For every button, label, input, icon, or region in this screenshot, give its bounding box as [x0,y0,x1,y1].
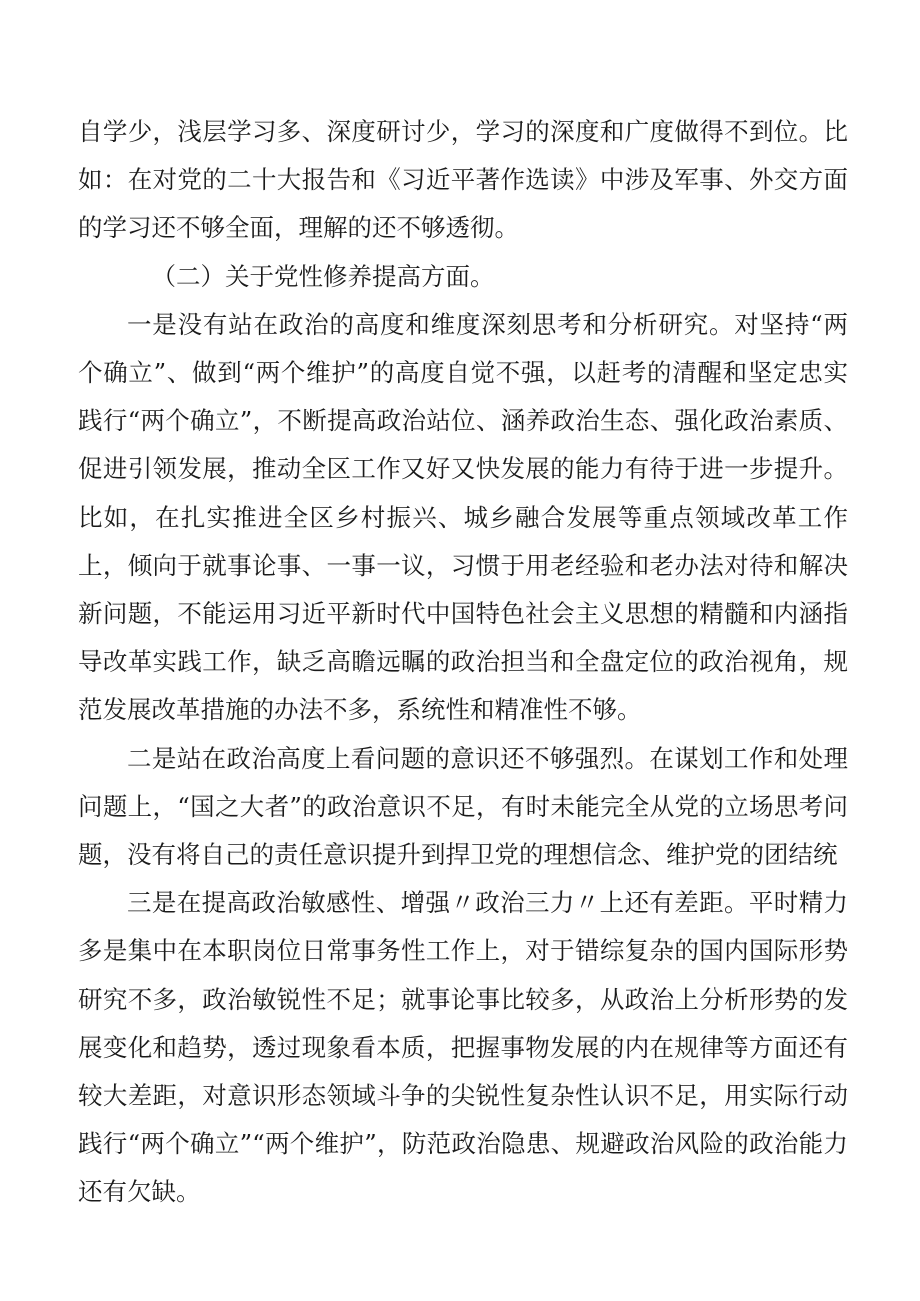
document-page [78,108,848,1217]
paragraph-continuation: 自学少，浅层学习多、深度研讨少，学习的深度和广度做得不到位。比如：在对党的二十大报告和《习近平著作选读》中涉及军事、外交方面的学习还不够全面，理解的还不够透彻。 [78,117,848,243]
paragraph-point-one: 一是没有站在政治的高度和维度深刻思考和分析研究。对坚持“两个确立”、做到“两个维护”的高度自觉不强，以赶考的清醒和坚定忠实践行“两个确立”，不断提高政治站位、涵养政治生态、强化政治素质、促进引领发展，推动全区工作又好又快发展的能力有待于进一步提升。比如，在扎实推进全区乡村振兴、城乡融合发展等重点领域改革工作上，倾向于就事论事、一事一议，习惯于用老经验和老办法对待和解决新问题，不能运用习近平新时代中国特色社会主义思想的精髓和内涵指导改革实践工作，缺乏高瞻远瞩的政治担当和全盘定位的政治视角，规范发展改革措施的办法不多，系统性和精准性不够。 [78,309,848,725]
paragraph-point-three: 三是在提高政治敏感性、增强〃政治三力〃上还有差距。平时精力多是集中在本职岗位日常事务性工作上，对于错综复杂的国内国际形势研究不多，政治敏锐性不足；就事论事比较多，从政治上分析形势的发展变化和趋势，透过现象看本质，把握事物发展的内在规律等方面还有较大差距，对意识形态领域斗争的尖锐性复杂性认识不足，用实际行动践行“两个确立”“两个维护”，防范政治隐患、规避政治风险的政治能力还有欠缺。 [78,888,848,1207]
section-heading: （二）关于党性修养提高方面。 [151,261,495,291]
paragraph-point-two: 二是站在政治高度上看问题的意识还不够强烈。在谋划工作和处理问题上，“国之大者”的政治意识不足，有时未能完全从党的立场思考问题，没有将自己的责任意识提升到捍卫党的理想信念、维护党的团结统 [78,743,848,870]
